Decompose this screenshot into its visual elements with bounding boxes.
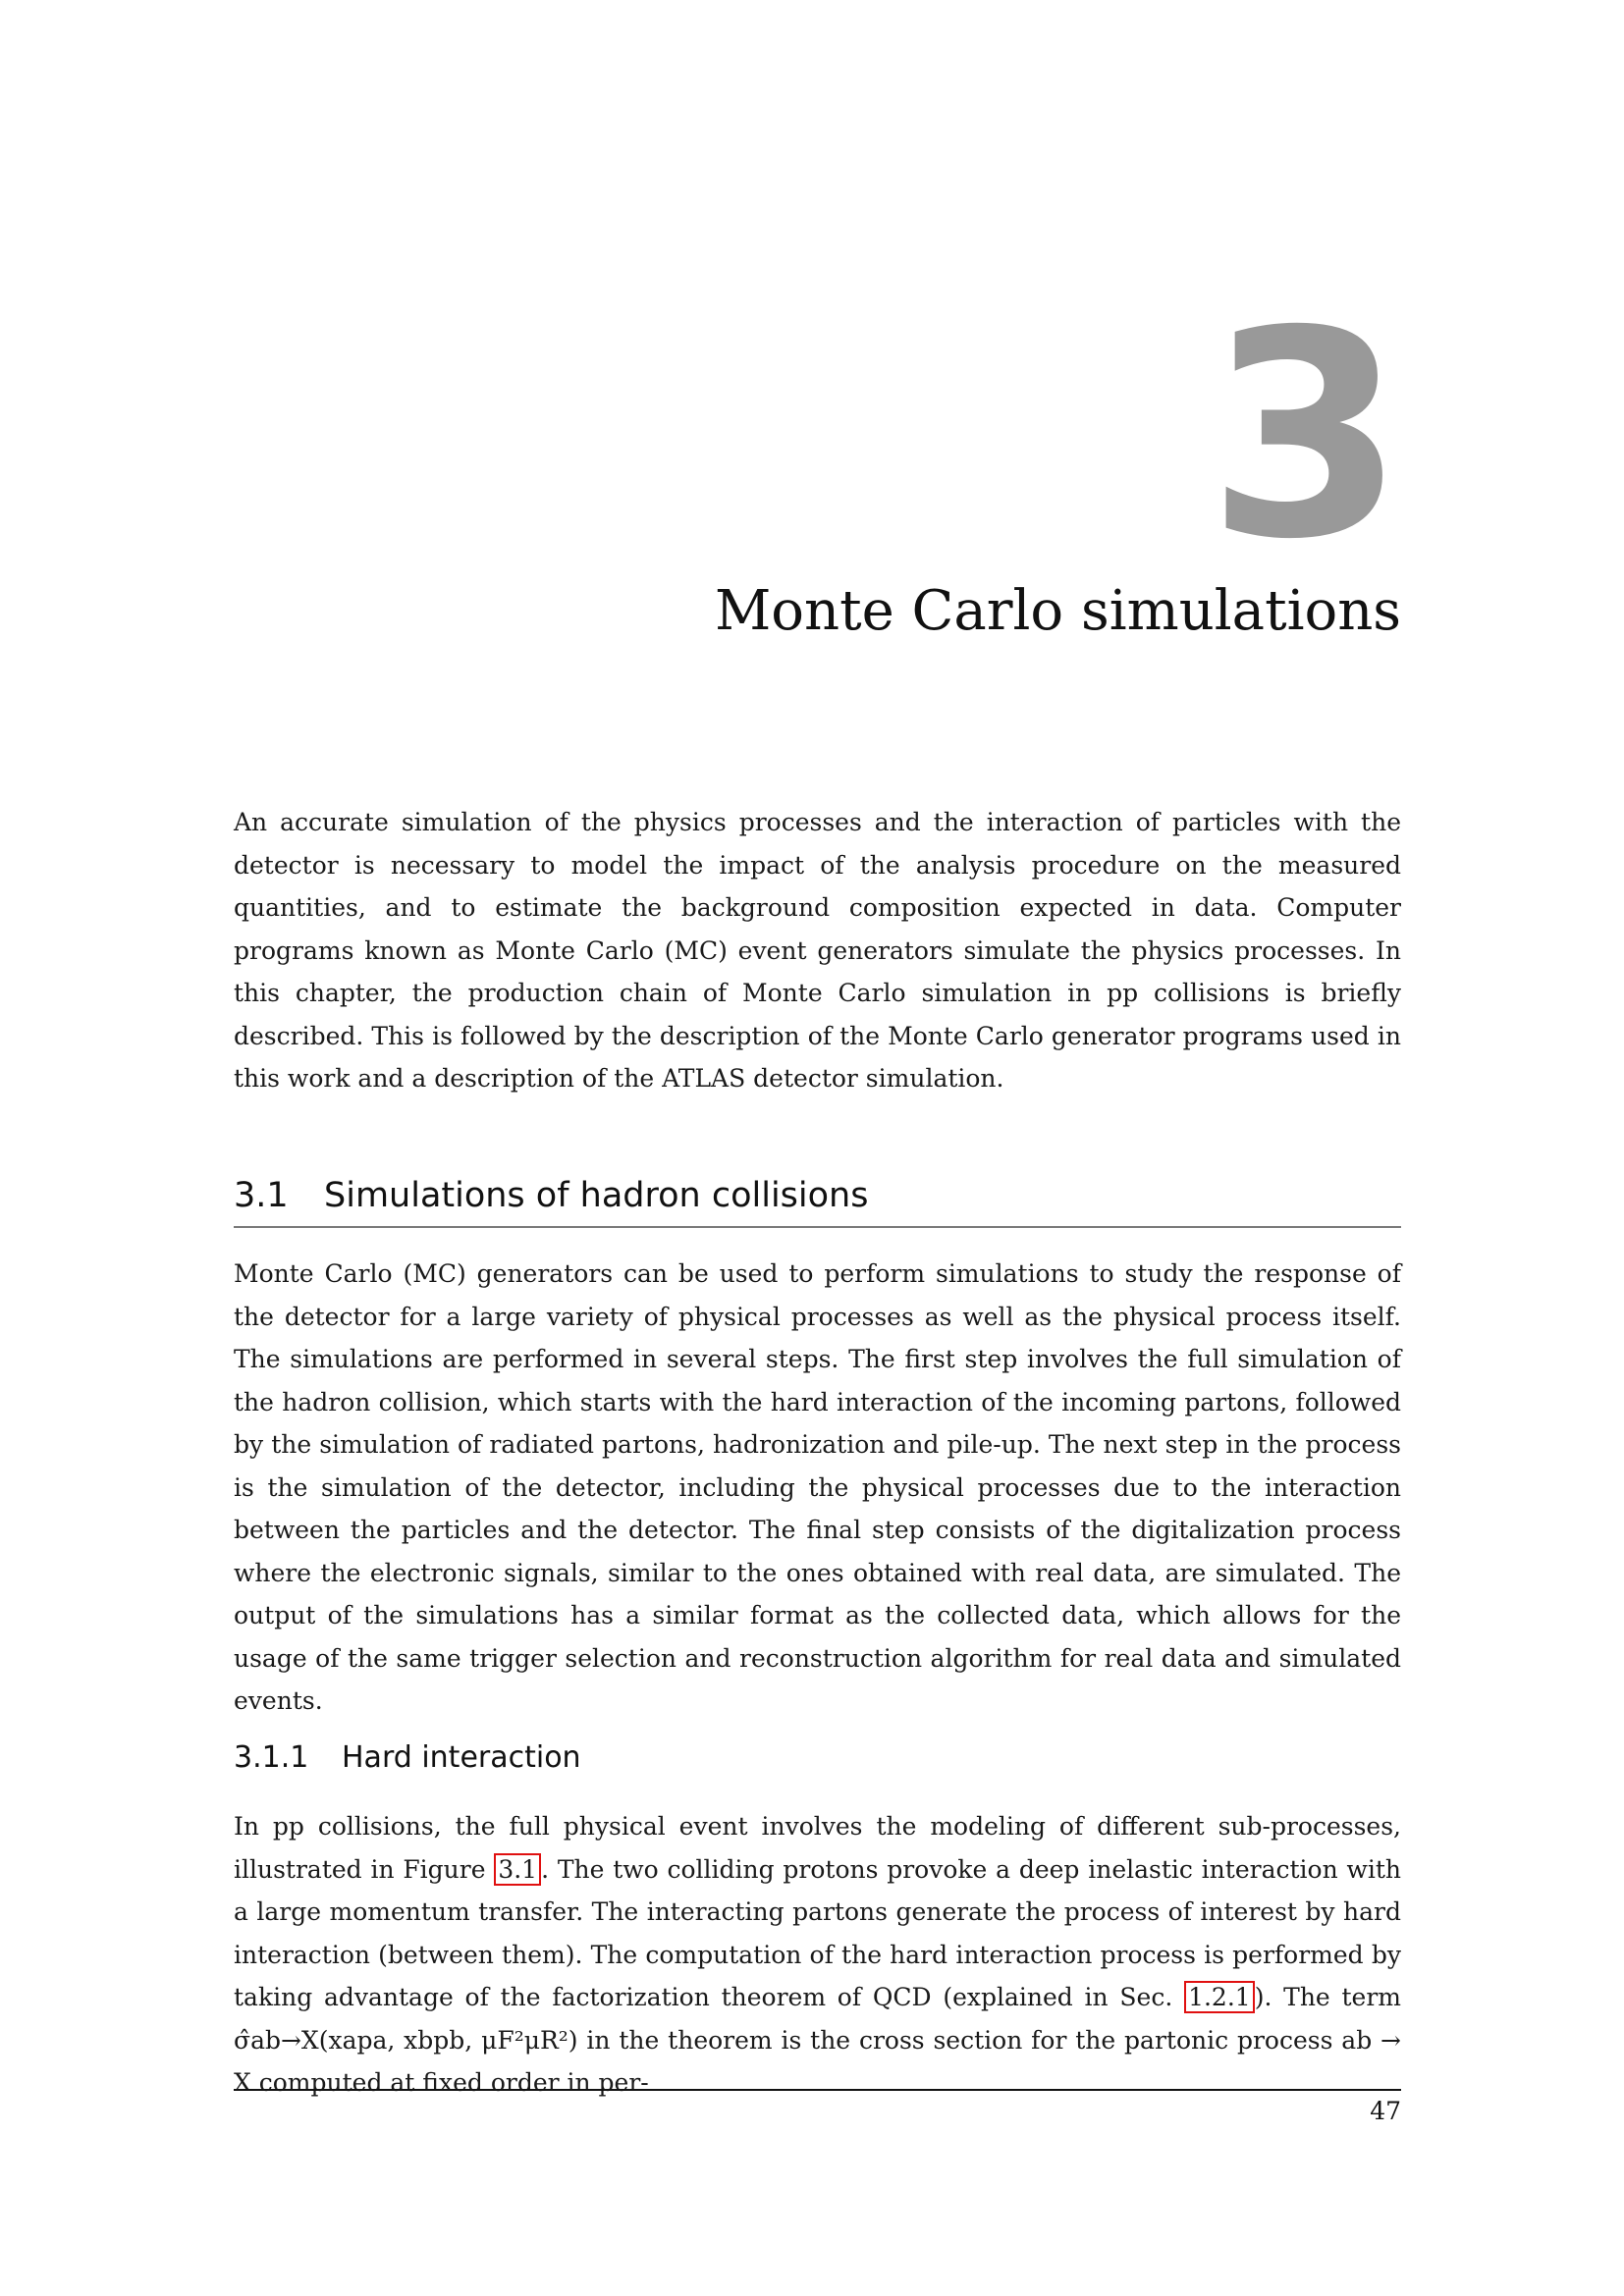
page-number: 47 bbox=[1370, 2097, 1401, 2125]
footer-rule bbox=[234, 2089, 1401, 2091]
subsection-3-1-1-paragraph bbox=[234, 1805, 1401, 2105]
section-reference-link[interactable]: 1.2.1 bbox=[1184, 1981, 1255, 2013]
intro-paragraph: An accurate simulation of the physics processes and the interaction of particles with the detector is necessary to model the impact of the analysis procedure on the measured quantities, and to estimate the background composition expected in data. Computer programs known as Monte Carlo (MC) event generators simulate the physics processes. In this chapter, the production chain of Monte Carlo simulation in pp collisions is briefly described. This is followed by the description of the Monte Carlo generator programs used in this work and a description of the ATLAS detector simulation. bbox=[234, 808, 1401, 1093]
subsection-number: 3.1.1 bbox=[234, 1740, 309, 1775]
figure-reference-link[interactable]: 3.1 bbox=[494, 1853, 541, 1886]
paragraph-text: . The two colliding protons provoke a deep inelastic interaction with a large momentum transfer. The interacting partons generate the process of interest by hard interaction (between them). The computation of the hard interaction process is performed by taking advantage of the factorization theorem of QCD (explained in Sec. bbox=[234, 1854, 1401, 2011]
section-title: Simulations of hadron collisions bbox=[324, 1176, 869, 1215]
subsection-heading-3-1-1 bbox=[234, 1737, 1401, 1779]
paragraph-text: ). The term σ̂ab→X(xapa, xbpb, μF²μR²) in the theorem is the cross section for the partonic process ab → X computed at fixed order in per- bbox=[234, 1983, 1402, 2097]
chapter-number: 3 bbox=[1207, 271, 1401, 602]
section-heading-3-1 bbox=[234, 1171, 1401, 1228]
section-3-1-paragraph: Monte Carlo (MC) generators can be used to perform simulations to study the response of the detector for a large variety of physical processes as well as the physical process itself. The simulations are performed in several steps. The first step involves the full simulation of the hadron collision, which starts with the hard interaction of the incoming partons, followed by the simulation of radiated partons, hadronization and pile-up. The next step in the process is the simulation of the detector, including the physical processes due to the interaction between the particles and the detector. The final step consists of the digitalization process where the electronic signals, similar to the ones obtained with real data, are simulated. The output of the simulations has a similar format as the collected data, which allows for the usage of the same trigger selection and reconstruction algorithm for real data and simulated events. bbox=[234, 1259, 1401, 1715]
subsection-title: Hard interaction bbox=[342, 1740, 581, 1775]
paragraph-text: In pp collisions, the full physical event involves the modeling of different sub-processes, illustrated in Figure bbox=[234, 1812, 1401, 1884]
chapter-title: Monte Carlo simulations bbox=[714, 579, 1401, 643]
section-number: 3.1 bbox=[234, 1176, 289, 1215]
